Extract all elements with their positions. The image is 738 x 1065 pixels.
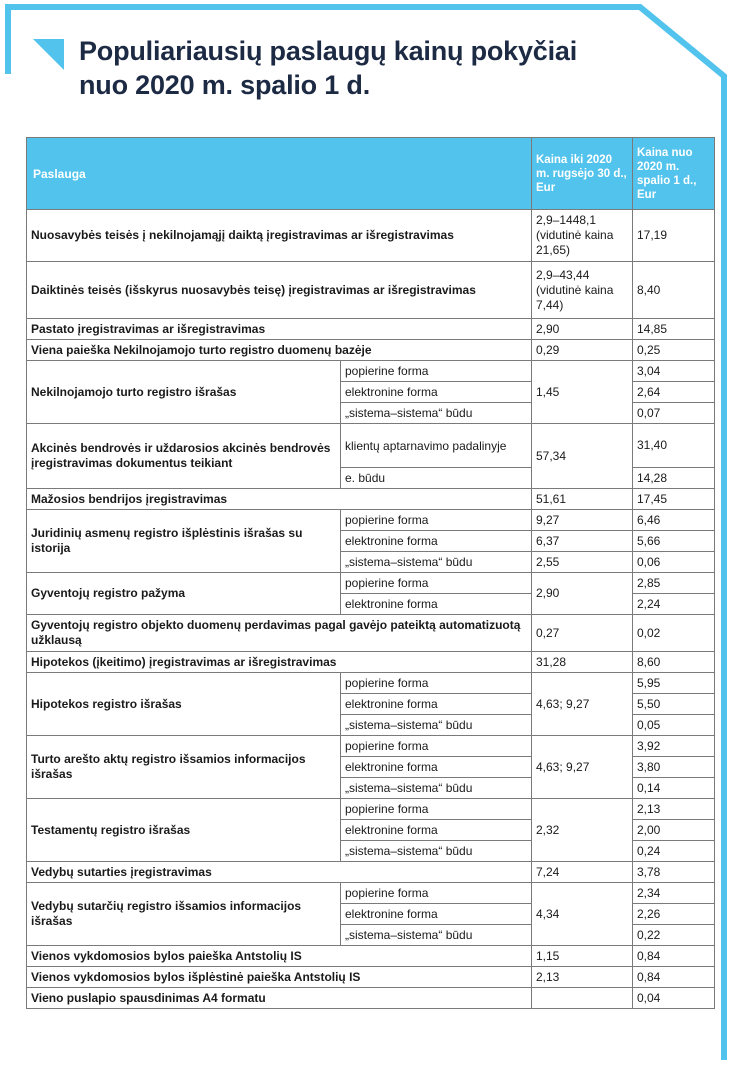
table-header-row xyxy=(27,138,715,210)
table-row xyxy=(27,262,715,319)
page-title xyxy=(79,34,699,102)
old-price: 2,55 xyxy=(532,552,633,573)
old-price: 31,28 xyxy=(532,652,633,673)
service-variant: e. būdu xyxy=(341,468,532,489)
old-price: 2,13 xyxy=(532,967,633,988)
new-price: 0,84 xyxy=(633,967,715,988)
header-old-price: Kaina iki 2020 m. rugsėjo 30 d., Eur xyxy=(532,138,633,210)
service-variant: „sistema–sistema“ būdu xyxy=(341,778,532,799)
table-row xyxy=(27,424,715,468)
new-price: 8,40 xyxy=(633,262,715,319)
service-variant: „sistema–sistema“ būdu xyxy=(341,552,532,573)
table-row xyxy=(27,340,715,361)
new-price: 0,25 xyxy=(633,340,715,361)
service-variant: elektronine forma xyxy=(341,531,532,552)
new-price: 0,06 xyxy=(633,552,715,573)
service-name: Gyventojų registro objekto duomenų perdavimas pagal gavėjo pateiktą automatizuotą užklausą xyxy=(27,615,532,652)
service-name: Vedybų sutarties įregistravimas xyxy=(27,862,532,883)
new-price: 17,19 xyxy=(633,210,715,262)
table-row xyxy=(27,799,715,820)
new-price: 17,45 xyxy=(633,489,715,510)
table-row xyxy=(27,510,715,531)
table-row xyxy=(27,946,715,967)
service-name: Turto arešto aktų registro išsamios informacijos išrašas xyxy=(27,736,341,799)
table-row xyxy=(27,883,715,904)
new-price: 5,95 xyxy=(633,673,715,694)
new-price: 0,04 xyxy=(633,988,715,1009)
new-price: 5,50 xyxy=(633,694,715,715)
old-price: 51,61 xyxy=(532,489,633,510)
service-variant: elektronine forma xyxy=(341,904,532,925)
old-price: 1,15 xyxy=(532,946,633,967)
service-name: Viena paieška Nekilnojamojo turto registro duomenų bazėje xyxy=(27,340,532,361)
service-variant: „sistema–sistema“ būdu xyxy=(341,403,532,424)
service-name: Akcinės bendrovės ir uždarosios akcinės bendrovės įregistravimas dokumentus teikiant xyxy=(27,424,341,489)
service-name: Vienos vykdomosios bylos išplėstinė paieška Antstolių IS xyxy=(27,967,532,988)
new-price: 2,64 xyxy=(633,382,715,403)
table-row xyxy=(27,573,715,594)
service-name: Nuosavybės teisės į nekilnojamąjį daiktą įregistravimas ar išregistravimas xyxy=(27,210,532,262)
service-name: Gyventojų registro pažyma xyxy=(27,573,341,615)
new-price: 2,24 xyxy=(633,594,715,615)
table-row xyxy=(27,489,715,510)
service-name: Mažosios bendrijos įregistravimas xyxy=(27,489,532,510)
new-price: 0,05 xyxy=(633,715,715,736)
table-row xyxy=(27,736,715,757)
service-variant: elektronine forma xyxy=(341,594,532,615)
table-row xyxy=(27,967,715,988)
new-price: 14,28 xyxy=(633,468,715,489)
table-row xyxy=(27,210,715,262)
new-price: 31,40 xyxy=(633,424,715,468)
title-line-1: Populiariausių paslaugų kainų pokyčiai xyxy=(79,36,578,66)
service-name: Testamentų registro išrašas xyxy=(27,799,341,862)
table-row xyxy=(27,862,715,883)
old-price: 4,63; 9,27 xyxy=(532,673,633,736)
service-variant: popierine forma xyxy=(341,883,532,904)
service-name: Vienos vykdomosios bylos paieška Antstolių IS xyxy=(27,946,532,967)
new-price: 3,78 xyxy=(633,862,715,883)
old-price: 7,24 xyxy=(532,862,633,883)
old-price: 9,27 xyxy=(532,510,633,531)
old-price: 6,37 xyxy=(532,531,633,552)
old-price: 2,90 xyxy=(532,319,633,340)
table-row xyxy=(27,988,715,1009)
old-price: 4,34 xyxy=(532,883,633,946)
new-price: 0,14 xyxy=(633,778,715,799)
new-price: 0,24 xyxy=(633,841,715,862)
service-name: Vedybų sutarčių registro išsamios informacijos išrašas xyxy=(27,883,341,946)
service-variant: elektronine forma xyxy=(341,382,532,403)
service-name: Pastato įregistravimas ar išregistravimas xyxy=(27,319,532,340)
service-variant: klientų aptarnavimo padalinyje xyxy=(341,424,532,468)
service-name: Juridinių asmenų registro išplėstinis išrašas su istorija xyxy=(27,510,341,573)
service-variant: „sistema–sistema“ būdu xyxy=(341,715,532,736)
service-variant: popierine forma xyxy=(341,736,532,757)
table-body xyxy=(27,210,715,1009)
service-variant: popierine forma xyxy=(341,799,532,820)
new-price: 3,92 xyxy=(633,736,715,757)
new-price: 3,04 xyxy=(633,361,715,382)
service-name: Hipotekos registro išrašas xyxy=(27,673,341,736)
service-variant: „sistema–sistema“ būdu xyxy=(341,925,532,946)
service-variant: „sistema–sistema“ būdu xyxy=(341,841,532,862)
old-price: 2,9–1448,1 (vidutinė kaina 21,65) xyxy=(532,210,633,262)
corner-triangle-icon xyxy=(33,39,64,70)
table-row xyxy=(27,652,715,673)
service-variant: elektronine forma xyxy=(341,694,532,715)
service-name: Nekilnojamojo turto registro išrašas xyxy=(27,361,341,424)
new-price: 2,34 xyxy=(633,883,715,904)
new-price: 14,85 xyxy=(633,319,715,340)
old-price xyxy=(532,988,633,1009)
service-variant: popierine forma xyxy=(341,573,532,594)
new-price: 8,60 xyxy=(633,652,715,673)
service-variant: popierine forma xyxy=(341,510,532,531)
new-price: 2,26 xyxy=(633,904,715,925)
table-row xyxy=(27,673,715,694)
old-price: 2,90 xyxy=(532,573,633,615)
table-row xyxy=(27,615,715,652)
new-price: 2,85 xyxy=(633,573,715,594)
old-price: 2,32 xyxy=(532,799,633,862)
header-service: Paslauga xyxy=(27,138,532,210)
new-price: 2,00 xyxy=(633,820,715,841)
header-new-price: Kaina nuo 2020 m. spalio 1 d., Eur xyxy=(633,138,715,210)
new-price: 0,22 xyxy=(633,925,715,946)
service-variant: popierine forma xyxy=(341,361,532,382)
new-price: 5,66 xyxy=(633,531,715,552)
new-price: 0,84 xyxy=(633,946,715,967)
old-price: 0,27 xyxy=(532,615,633,652)
service-name: Daiktinės teisės (išskyrus nuosavybės teisę) įregistravimas ar išregistravimas xyxy=(27,262,532,319)
title-line-2: nuo 2020 m. spalio 1 d. xyxy=(79,70,370,100)
old-price: 57,34 xyxy=(532,424,633,489)
service-variant: elektronine forma xyxy=(341,757,532,778)
new-price: 2,13 xyxy=(633,799,715,820)
new-price: 0,07 xyxy=(633,403,715,424)
service-name: Vieno puslapio spausdinimas A4 formatu xyxy=(27,988,532,1009)
old-price: 4,63; 9,27 xyxy=(532,736,633,799)
old-price: 0,29 xyxy=(532,340,633,361)
service-variant: popierine forma xyxy=(341,673,532,694)
table-row xyxy=(27,319,715,340)
new-price: 6,46 xyxy=(633,510,715,531)
old-price: 2,9–43,44 (vidutinė kaina 7,44) xyxy=(532,262,633,319)
price-table xyxy=(26,137,715,1009)
new-price: 3,80 xyxy=(633,757,715,778)
service-name: Hipotekos (įkeitimo) įregistravimas ar išregistravimas xyxy=(27,652,532,673)
table-row xyxy=(27,361,715,382)
new-price: 0,02 xyxy=(633,615,715,652)
old-price: 1,45 xyxy=(532,361,633,424)
service-variant: elektronine forma xyxy=(341,820,532,841)
